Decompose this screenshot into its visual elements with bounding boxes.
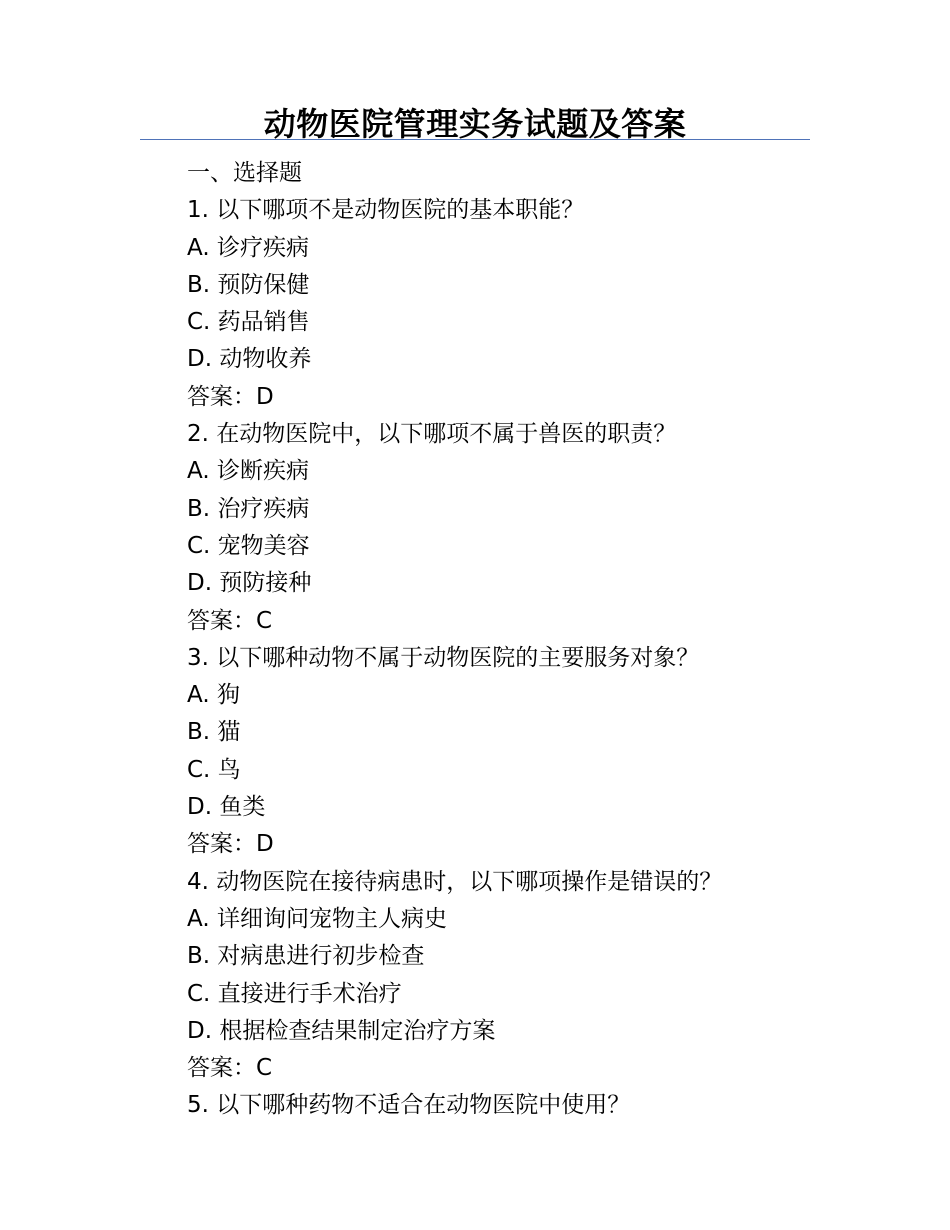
document-title: 动物医院管理实务试题及答案 — [263, 105, 687, 143]
answer-value: D — [256, 831, 274, 858]
answer-prefix: 答案： — [187, 1055, 256, 1082]
option-d: D. 预防接种 — [187, 570, 312, 597]
answer-line — [187, 1050, 827, 1087]
answer-value: C — [256, 607, 273, 634]
question-stem: 5. 以下哪种药物不适合在动物医院中使用？ — [187, 1092, 631, 1119]
option-a: A. 详细询问宠物主人病史 — [187, 905, 447, 932]
question-stem: 1. 以下哪项不是动物医院的基本职能？ — [187, 197, 585, 224]
question-stem: 3. 以下哪种动物不属于动物医院的主要服务对象？ — [187, 644, 700, 671]
question-5 — [187, 1087, 827, 1124]
answer-value: C — [256, 1055, 273, 1082]
option-c: C. 药品销售 — [187, 309, 310, 336]
option-b: B. 对病患进行初步检查 — [187, 943, 425, 970]
answer-prefix: 答案： — [187, 607, 256, 634]
option-c: C. 宠物美容 — [187, 532, 310, 559]
option-c: C. 直接进行手术治疗 — [187, 980, 402, 1007]
title-underline — [140, 139, 810, 140]
option-c: C. 鸟 — [187, 756, 241, 783]
option-a: A. 诊断疾病 — [187, 458, 309, 485]
option-b: B. 预防保健 — [187, 271, 310, 298]
option-d: D. 鱼类 — [187, 794, 266, 821]
option-a: A. 诊疗疾病 — [187, 234, 309, 261]
answer-line — [187, 603, 827, 640]
option-b: B. 猫 — [187, 719, 241, 746]
question-3 — [187, 640, 827, 864]
answer-prefix: 答案： — [187, 831, 256, 858]
answer-prefix: 答案： — [187, 383, 256, 410]
question-1 — [187, 192, 827, 416]
document-body — [187, 155, 827, 1125]
answer-value: D — [256, 383, 274, 410]
option-b: B. 治疗疾病 — [187, 495, 310, 522]
option-d: D. 动物收养 — [187, 346, 312, 373]
option-d: D. 根据检查结果制定治疗方案 — [187, 1017, 496, 1044]
question-stem: 4. 动物医院在接待病患时，以下哪项操作是错误的？ — [187, 868, 723, 895]
question-2 — [187, 416, 827, 640]
answer-line — [187, 379, 827, 416]
option-a: A. 狗 — [187, 682, 240, 709]
answer-line — [187, 826, 827, 863]
section-heading: 一、选择题 — [187, 160, 302, 186]
question-stem: 2. 在动物医院中，以下哪项不属于兽医的职责？ — [187, 421, 677, 448]
question-4 — [187, 864, 827, 1088]
